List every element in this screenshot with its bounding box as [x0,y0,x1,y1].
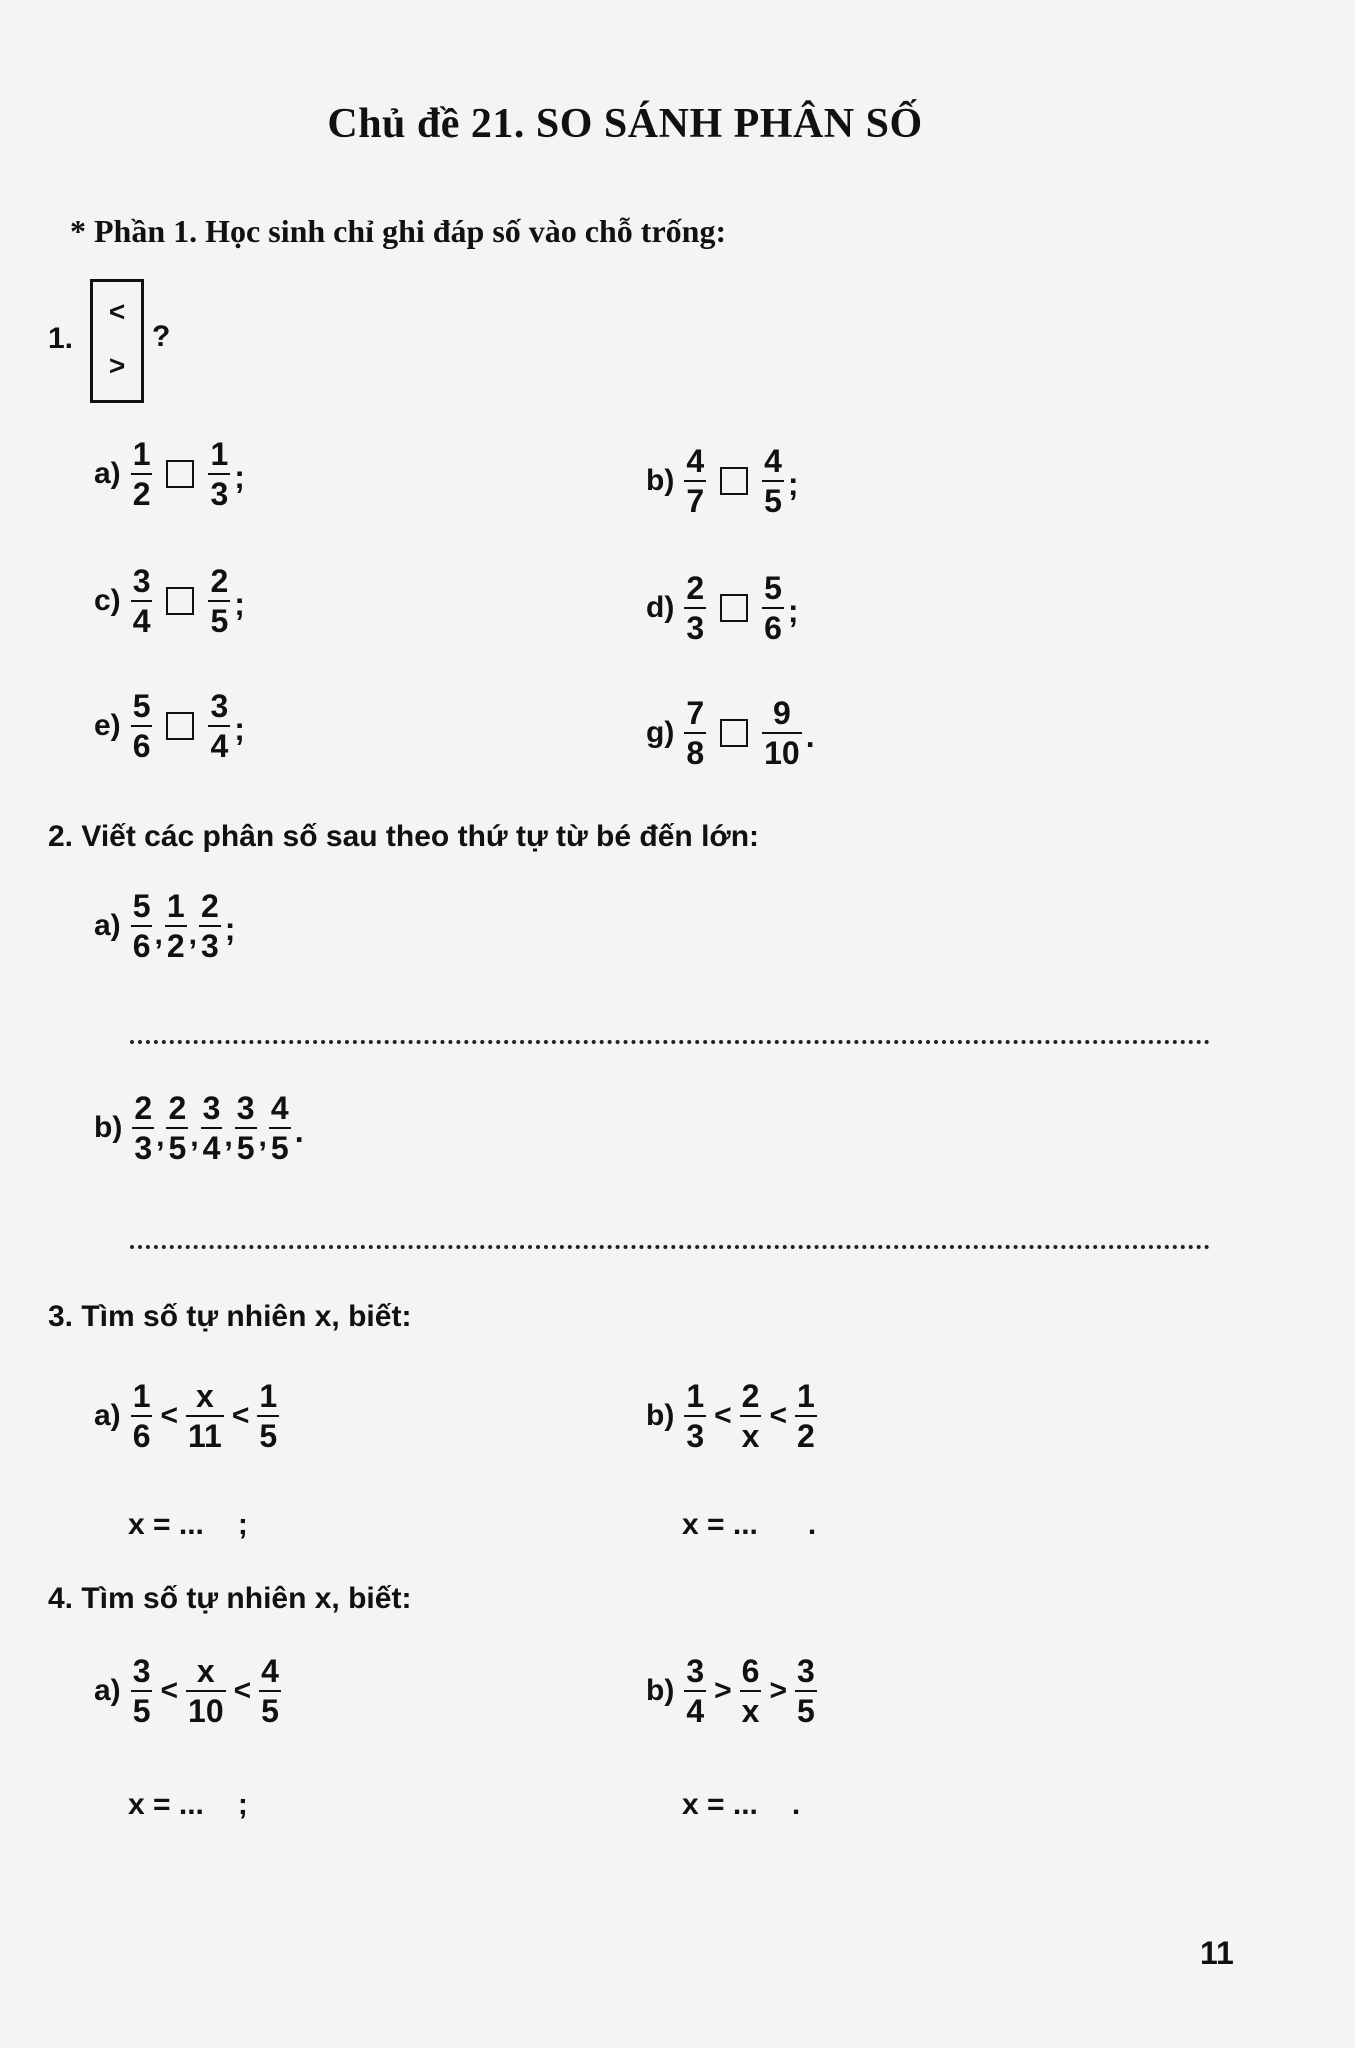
item-label: b) [646,1674,675,1707]
page-title: Chủ đề 21. SO SÁNH PHÂN SỐ [327,101,923,147]
less-than-sign: < [108,296,126,327]
fraction: $\frac{1}{3}$ [686,1378,705,1454]
answer-square[interactable] [720,719,748,747]
fraction: $\frac{9}{10}$ [764,695,800,771]
answer-square[interactable] [720,594,748,622]
fraction: $\frac{1}{6}$ [132,1378,151,1454]
fraction: $\frac{2}{3}$ [200,888,219,964]
answer-square[interactable] [166,712,194,740]
section-heading: * Phần 1. Học sinh chỉ ghi đáp số vào chỗ trống: [70,213,727,249]
fraction: $\frac{1}{5}$ [259,1378,278,1454]
q1-item-g: g) $\frac{7}{8}$ $\frac{9}{10}$ . [646,695,815,771]
q2-prompt: 2. Viết các phân số sau theo thứ tự từ bé đến lớn: [48,820,760,853]
answer-square[interactable] [166,587,194,615]
q3-answer-a[interactable]: x = ... ; [128,1508,248,1541]
fraction: $\frac{4}{5}$ [764,443,782,519]
fraction: $\frac{7}{8}$ [686,695,705,771]
item-label: b) [646,1399,675,1432]
item-label: a) [94,1399,121,1432]
fraction: $\frac{3}{4}$ [686,1653,705,1729]
q1-question-mark: ? [152,320,171,353]
fraction: $\frac{2}{5}$ [168,1090,187,1166]
q4-item-b: b) $\frac{3}{4}$ > $\frac{6}{x}$ > $\frac{3}{5}$ [646,1653,815,1729]
item-label: e) [94,709,121,742]
q2-item-b: b) $\frac{2}{3}$ , $\frac{2}{5}$ , $\frac{3}{4}$ , $\frac{3}{5}$ , $\frac{4}{5}$ . [94,1090,304,1166]
answer-line-a[interactable] [130,1040,1210,1044]
q1-item-b: b) $\frac{4}{7}$ $\frac{4}{5}$ ; [646,443,799,519]
fraction: $\frac{5}{6}$ [132,888,151,964]
fraction: $\frac{4}{7}$ [686,443,705,519]
answer-line-b[interactable] [130,1245,1210,1249]
fraction: $\frac{4}{5}$ [270,1090,289,1166]
fraction: $\frac{3}{4}$ [132,563,151,639]
q1-number: 1. [48,322,74,355]
fraction: $\frac{x}{11}$ [188,1378,222,1454]
comparison-sign-box [90,279,144,403]
item-label: a) [94,909,121,942]
fraction: $\frac{1}{2}$ [166,888,185,964]
fraction: $\frac{2}{x}$ [741,1378,760,1454]
greater-than-sign: > [108,350,126,381]
fraction: $\frac{6}{x}$ [741,1653,760,1729]
page-number: 11 [1200,1935,1234,1971]
q3-item-a: a) $\frac{1}{6}$ < $\frac{x}{11}$ < $\frac{1}{5}$ [94,1378,278,1454]
item-label: b) [646,464,675,497]
fraction: $\frac{3}{5}$ [132,1653,151,1729]
item-label: c) [94,584,121,617]
item-label: g) [646,716,675,749]
item-label: a) [94,457,121,490]
fraction: $\frac{2}{5}$ [210,563,229,639]
q1-item-a: a) $\frac{1}{2}$ $\frac{1}{3}$ ; [94,436,245,512]
q3-prompt: 3. Tìm số tự nhiên x, biết: [48,1300,412,1333]
fraction: $\frac{3}{4}$ [202,1090,221,1166]
item-label: b) [94,1111,123,1144]
fraction: $\frac{1}{2}$ [132,436,151,512]
q4-answer-a[interactable]: x = ... ; [128,1788,248,1821]
fraction: $\frac{1}{2}$ [796,1378,815,1454]
fraction: $\frac{3}{5}$ [796,1653,815,1729]
q1-item-e: e) $\frac{5}{6}$ $\frac{3}{4}$ ; [94,688,245,764]
q1-item-c: c) $\frac{3}{4}$ $\frac{2}{5}$ ; [94,563,245,639]
q4-item-a: a) $\frac{3}{5}$ < $\frac{x}{10}$ < $\frac{4}{5}$ [94,1653,279,1729]
q3-item-b: b) $\frac{1}{3}$ < $\frac{2}{x}$ < $\frac{1}{2}$ [646,1378,815,1454]
q1-item-d: d) $\frac{2}{3}$ $\frac{5}{6}$ ; [646,570,799,646]
fraction: $\frac{2}{3}$ [134,1090,153,1166]
q3-answer-b[interactable]: x = ... . [682,1508,817,1541]
item-label: d) [646,591,675,624]
answer-square[interactable] [166,460,194,488]
q2-item-a: a) $\frac{5}{6}$ , $\frac{1}{2}$ , $\frac{2}{3}$ ; [94,888,236,964]
fraction: $\frac{1}{3}$ [210,436,229,512]
item-label: a) [94,1674,121,1707]
q4-answer-b[interactable]: x = ... . [682,1788,801,1821]
fraction: $\frac{4}{5}$ [261,1653,279,1729]
fraction: $\frac{2}{3}$ [686,570,705,646]
fraction: $\frac{x}{10}$ [188,1653,224,1729]
fraction: $\frac{3}{5}$ [236,1090,255,1166]
fraction: $\frac{5}{6}$ [132,688,151,764]
fraction: $\frac{3}{4}$ [210,688,229,764]
fraction: $\frac{5}{6}$ [764,570,782,646]
q4-prompt: 4. Tìm số tự nhiên x, biết: [48,1582,412,1615]
answer-square[interactable] [720,467,748,495]
